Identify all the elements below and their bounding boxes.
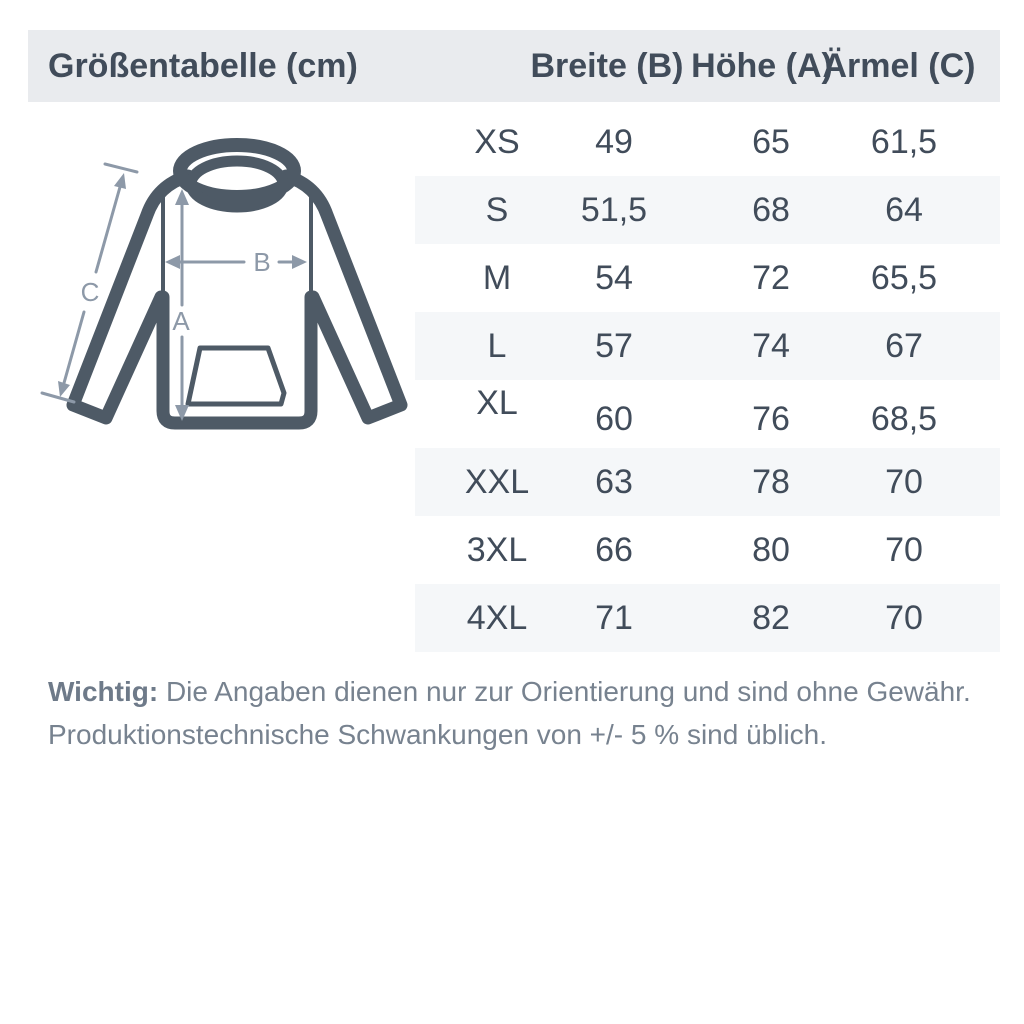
disclaimer-note: [48, 670, 971, 756]
aermel-value: 61,5: [870, 123, 938, 161]
aermel-value: 64: [885, 191, 923, 229]
arrowhead-c-bottom: [58, 381, 70, 397]
dimension-label-a: A: [172, 306, 190, 336]
hoehe-value: 78: [752, 463, 790, 501]
page-title: Größentabelle (cm): [48, 47, 358, 85]
hoehe-value: 82: [752, 599, 790, 637]
dimension-label-c: C: [80, 277, 100, 307]
breite-value: 54: [595, 259, 633, 297]
hoehe-value: 65: [752, 123, 790, 161]
breite-value: 71: [595, 599, 633, 637]
breite-value: 49: [595, 123, 633, 161]
disclaimer-line1: Die Angaben dienen nur zur Orientierung und sind ohne Gewähr.: [158, 676, 971, 707]
size-label: L: [487, 327, 507, 365]
hoodie-diagram: [40, 135, 410, 455]
kangaroo-pocket: [188, 348, 284, 404]
table-row: [415, 584, 1000, 652]
arrowhead-b-left: [165, 255, 180, 269]
table-header-band: [28, 30, 1000, 102]
table-row: [415, 108, 1000, 176]
column-header-aermel: Ärmel (C): [822, 47, 976, 85]
column-header-breite: Breite (B): [530, 47, 684, 85]
aermel-value: 70: [885, 531, 923, 569]
disclaimer-line2: Produktionstechnische Schwankungen von +/- 5 % sind üblich.: [48, 719, 828, 750]
size-label: XL: [476, 384, 518, 422]
size-label: 3XL: [466, 531, 528, 569]
size-label: XS: [474, 123, 520, 161]
table-row: [415, 448, 1000, 516]
dimension-label-b: B: [253, 247, 271, 277]
disclaimer-bold-label: Wichtig:: [48, 676, 159, 707]
hoehe-value: 80: [752, 531, 790, 569]
breite-value: 63: [595, 463, 633, 501]
size-label: M: [482, 259, 512, 297]
breite-value: 57: [595, 327, 633, 365]
table-row: [415, 380, 1000, 448]
arrowhead-b-right: [292, 255, 307, 269]
breite-value: 51,5: [580, 191, 648, 229]
aermel-value: 70: [885, 463, 923, 501]
aermel-value: 67: [885, 327, 923, 365]
aermel-value: 70: [885, 599, 923, 637]
table-row: [415, 244, 1000, 312]
arrowhead-c-top: [114, 173, 126, 189]
table-row: [415, 516, 1000, 584]
size-label: 4XL: [466, 599, 528, 637]
hoodie-icon: [40, 135, 410, 455]
right-sleeve: [286, 176, 401, 418]
column-header-hoehe: Höhe (A): [691, 47, 833, 85]
hoehe-value: 72: [752, 259, 790, 297]
hoehe-value: 74: [752, 327, 790, 365]
size-label: S: [485, 191, 509, 229]
hoehe-value: 68: [752, 191, 790, 229]
aermel-value: 68,5: [870, 400, 938, 438]
size-label: XXL: [464, 463, 530, 501]
table-row: [415, 176, 1000, 244]
breite-value: 60: [595, 400, 633, 438]
hoehe-value: 76: [752, 400, 790, 438]
aermel-value: 65,5: [870, 259, 938, 297]
breite-value: 66: [595, 531, 633, 569]
size-table: [415, 108, 1000, 652]
